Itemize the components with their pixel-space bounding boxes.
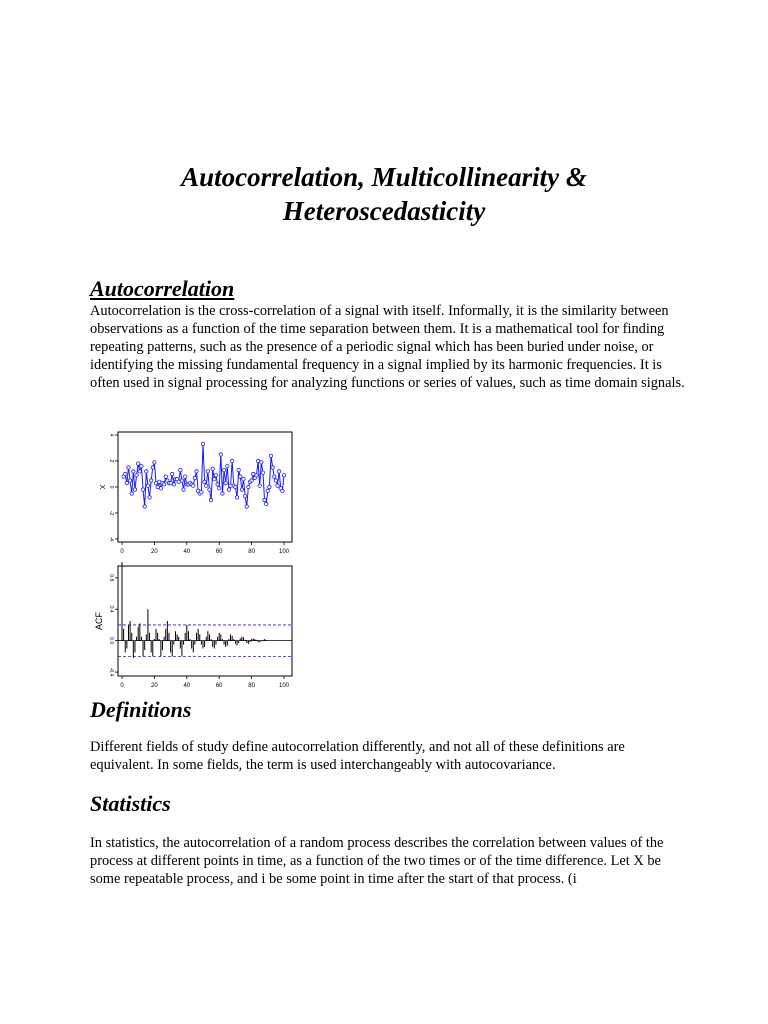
y-tick-label: 0.0 [108,637,114,645]
x-tick-label: 20 [151,549,158,555]
paragraph-statistics: In statistics, the autocorrelation of a random process describes the correlation between values of the process at different points in time, as a function of the two times or of the time difference. Let X be some repeatable process, and i be some point in time after the start of that process. (i [90,835,664,887]
series-point [130,492,133,495]
series-point [206,470,209,473]
series-point [183,475,186,478]
x-tick-label: 0 [120,683,124,689]
series-point [179,468,182,471]
series-point [137,462,140,465]
series-point [138,470,141,473]
time-series-chart [90,428,310,558]
series-point [192,484,195,487]
series-point [146,484,149,487]
series-point [149,479,152,482]
x-tick-label: 100 [278,683,290,689]
series-point [271,466,274,469]
series-point [242,478,245,481]
series-point [193,476,196,479]
series-point [132,470,135,473]
series-point [153,461,156,464]
series-point [128,479,131,482]
series-point [164,475,167,478]
series-point [205,484,208,487]
series-point [282,474,285,477]
heading-definitions: Definitions [90,697,192,722]
series-point [269,454,272,457]
y-tick-label: 0.4 [108,605,114,613]
series-point [258,484,261,487]
series-point [143,505,146,508]
series-point [281,489,284,492]
series-point [195,470,198,473]
series-point [148,496,151,499]
heading-autocorrelation: Autocorrelation [90,276,235,301]
y-axis-label: X [98,484,105,490]
series-point [219,453,222,456]
series-point [239,475,242,478]
series-point [211,467,214,470]
series-point [263,498,266,501]
series-point [264,502,267,505]
series-point [182,488,185,491]
series-point [208,488,211,491]
series-point [230,459,233,462]
x-tick-label: 100 [278,549,290,555]
series-point [243,494,246,497]
series-point [151,466,154,469]
x-tick-label: 20 [151,683,158,689]
series-point [135,474,138,477]
series-point [216,483,219,486]
y-tick-label: -0.4 [108,667,114,677]
x-tick-label: 40 [183,549,191,555]
y-axis-label: ACF [94,612,104,630]
y-tick-label: -2 [108,510,114,516]
series-point [273,475,276,478]
x-tick-label: 0 [120,549,124,555]
series-point [277,470,280,473]
series-point [171,472,174,475]
series-point [234,485,237,488]
paragraph-autocorrelation: Autocorrelation is the cross-correlation of a signal with itself. Informally, it is the similarity between observations as a function of the time separation between them. It is a mathematical tool for finding repeating patterns, such as the presence of a periodic signal which has been buried under noise, or identifying the missing fundamental frequency in a signal implied by its harmonic frequencies. It is often used in signal processing for analyzing functions or series of values, such as time domain signals. [90,303,685,391]
x-tick-label: 80 [248,683,255,689]
y-tick-label: 0 [108,485,114,489]
series-point [201,442,204,445]
heading-statistics: Statistics [90,791,171,816]
series-point [140,465,143,468]
x-tick-label: 60 [215,549,223,555]
series-point [218,487,221,490]
series-point [180,479,183,482]
series-point [133,488,136,491]
series-point [226,465,229,468]
document-title [90,160,678,228]
series-point [127,466,130,469]
series-point [274,479,277,482]
series-point [227,488,230,491]
plot-frame [118,566,292,676]
y-tick-label: 4 [108,433,114,437]
series-point [214,474,217,477]
series-point [261,471,264,474]
title-line-1: Autocorrelation, Multicollinearity & [181,162,587,192]
series-point [237,468,240,471]
series-point [240,488,243,491]
series-point [222,468,225,471]
series-point [260,461,263,464]
series-point [145,470,148,473]
series-point [247,485,250,488]
series-point [224,481,227,484]
x-tick-label: 80 [248,549,255,555]
series-point [213,478,216,481]
series-point [276,484,279,487]
series-point [172,483,175,486]
title-line-2: Heteroscedasticity [282,196,486,226]
series-point [159,487,162,490]
series-point [250,479,253,482]
series-point [221,492,224,495]
series-point [124,472,127,475]
y-tick-label: 0.8 [108,574,114,582]
series-point [141,488,144,491]
series-point [209,498,212,501]
x-tick-label: 60 [215,683,223,689]
series-point [268,485,271,488]
series-point [200,491,203,494]
series-point [162,483,165,486]
series-point [235,496,238,499]
y-tick-label: -4 [108,536,114,542]
paragraph-definitions: Different fields of study define autocorrelation differently, and not all of these definitions are equivalent. In some fields, the term is used interchangeably with autocovariance. [90,739,625,773]
series-point [245,505,248,508]
series-point [125,481,128,484]
y-tick-label: 2 [108,459,114,463]
series-point [203,480,206,483]
series-point [266,489,269,492]
acf-chart [90,560,310,690]
x-tick-label: 40 [183,683,191,689]
series-point [255,474,258,477]
